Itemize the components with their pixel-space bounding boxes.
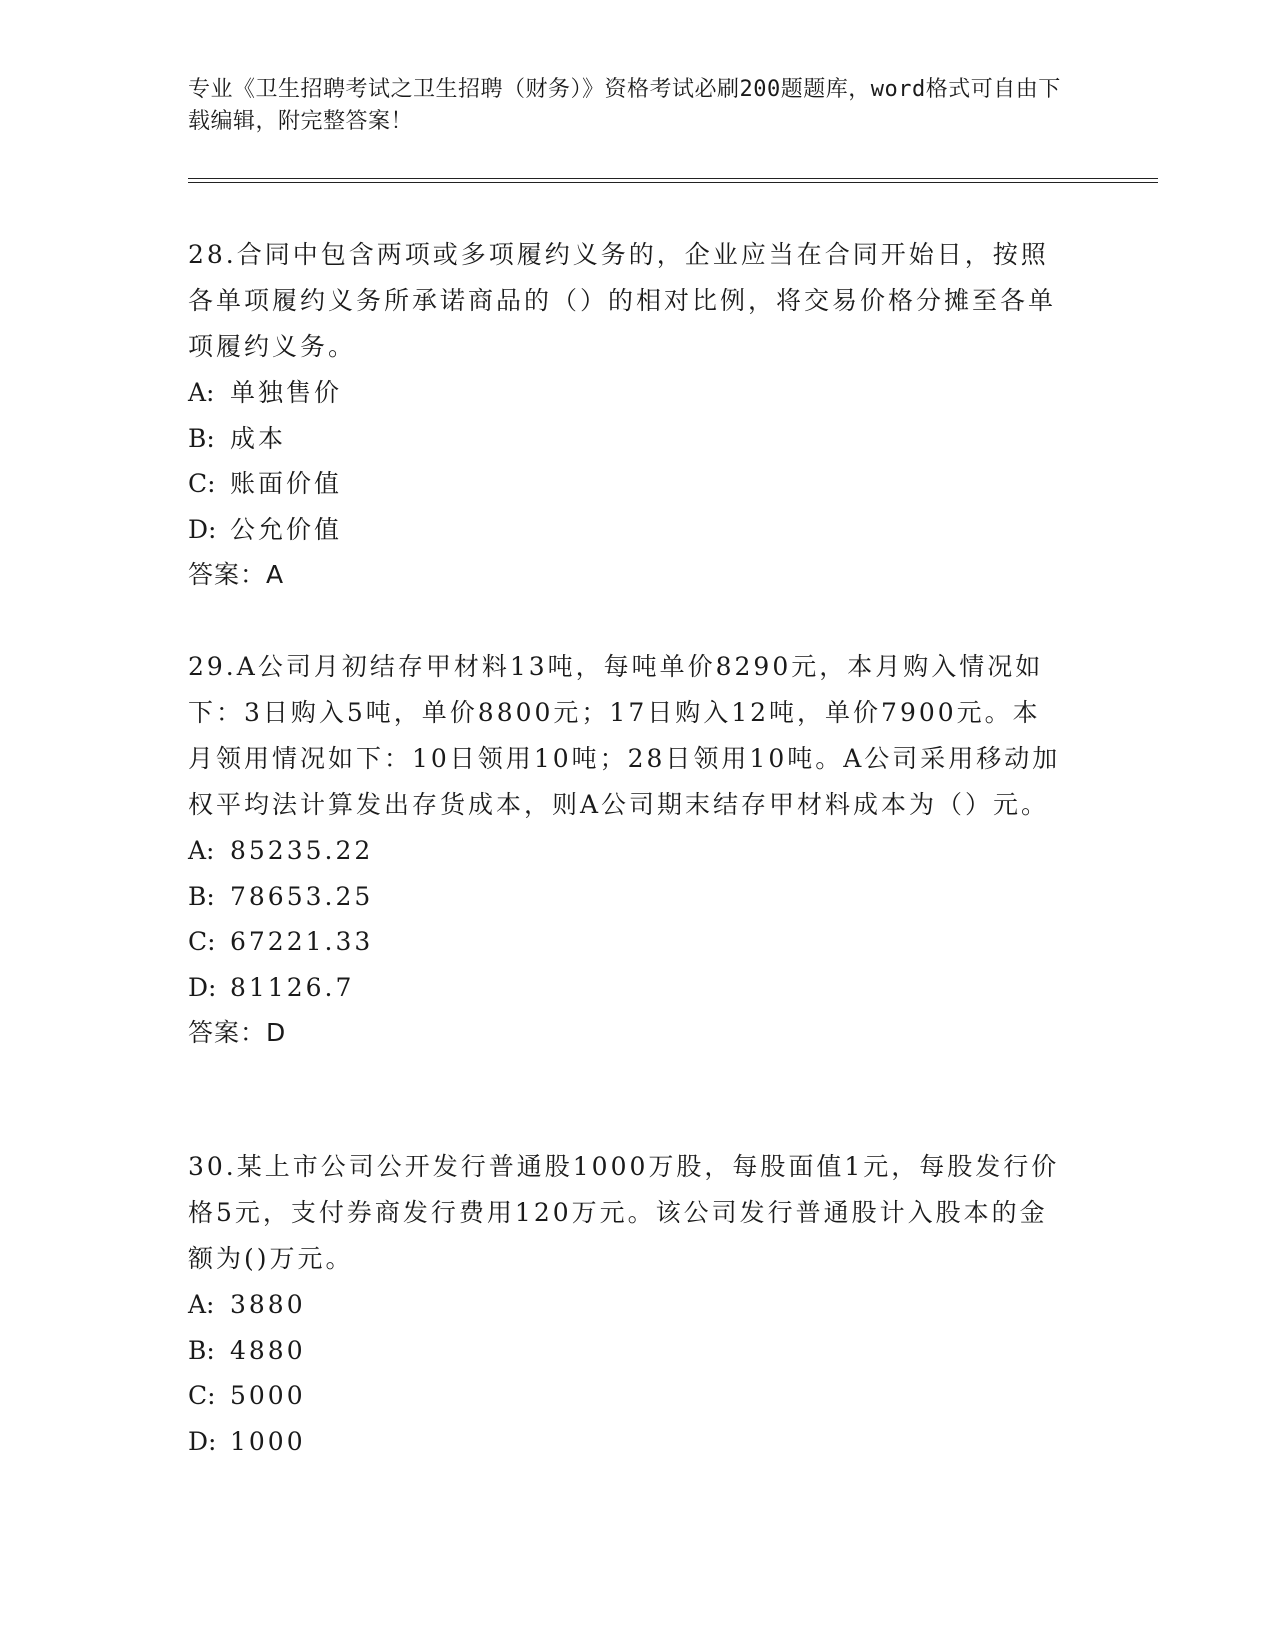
option-text: 3880 <box>230 1290 306 1319</box>
option-d <box>188 507 1068 553</box>
option-text: 4880 <box>230 1335 306 1365</box>
question-text: 28.合同中包含两项或多项履约义务的，企业应当在合同开始日，按照各单项履约义务所承诺商品的（）的相对比例，将交易价格分摊至各单项履约义务。 <box>188 240 1057 361</box>
option-a <box>188 828 1068 874</box>
option-c <box>188 919 1068 965</box>
question-30 <box>188 1144 1068 1464</box>
option-letter: D: <box>188 514 217 544</box>
option-d <box>188 1419 1068 1465</box>
option-b <box>188 874 1068 920</box>
option-text: 单独售价 <box>230 378 343 407</box>
option-letter: D: <box>188 972 217 1002</box>
option-letter: C: <box>188 927 216 956</box>
question-text: 29.A公司月初结存甲材料13吨，每吨单价8290元，本月购入情况如下：3日购入5吨，单价8800元；17日购入12吨，单价7900元。本月领用情况如下：10日领用10吨；28日领用10吨。A公司采用移动加权平均法计算发出存货成本，则A公司期末结存甲材料成本为（）元。 <box>188 652 1061 819</box>
option-letter: A: <box>188 1290 215 1319</box>
option-text: 81126.7 <box>230 972 355 1002</box>
option-text: 1000 <box>230 1426 306 1456</box>
question-29 <box>188 644 1068 1056</box>
option-b <box>188 416 1068 462</box>
header-double-rule <box>188 178 1158 183</box>
option-letter: A: <box>188 378 215 407</box>
option-letter: D: <box>188 1426 217 1456</box>
option-d <box>188 965 1068 1011</box>
option-a <box>188 1282 1068 1328</box>
option-letter: C: <box>188 1381 216 1410</box>
option-text: 公允价值 <box>230 514 343 544</box>
option-a <box>188 370 1068 416</box>
option-text: 5000 <box>230 1381 306 1410</box>
option-letter: B: <box>188 1335 215 1365</box>
option-text: 成本 <box>230 423 287 453</box>
option-text: 67221.33 <box>230 927 374 956</box>
option-text: 85235.22 <box>230 836 374 865</box>
option-text: 账面价值 <box>230 469 343 498</box>
question-28 <box>188 232 1068 598</box>
document-header: 专业《卫生招聘考试之卫生招聘（财务）》资格考试必刷200题题库，word格式可自由下载编辑，附完整答案！ <box>188 77 1061 134</box>
option-text: 78653.25 <box>230 881 374 911</box>
option-letter: C: <box>188 469 216 498</box>
answer-line: 答案：A <box>188 560 285 589</box>
option-letter: A: <box>188 836 215 865</box>
option-b <box>188 1328 1068 1374</box>
option-letter: B: <box>188 881 215 911</box>
question-text: 30.某上市公司公开发行普通股1000万股，每股面值1元，每股发行价格5元，支付券商发行费用120万元。该公司发行普通股计入股本的金额为()万元。 <box>188 1152 1060 1273</box>
answer-line: 答案：D <box>188 1018 287 1047</box>
option-c <box>188 461 1068 507</box>
option-c <box>188 1373 1068 1419</box>
option-letter: B: <box>188 423 215 453</box>
